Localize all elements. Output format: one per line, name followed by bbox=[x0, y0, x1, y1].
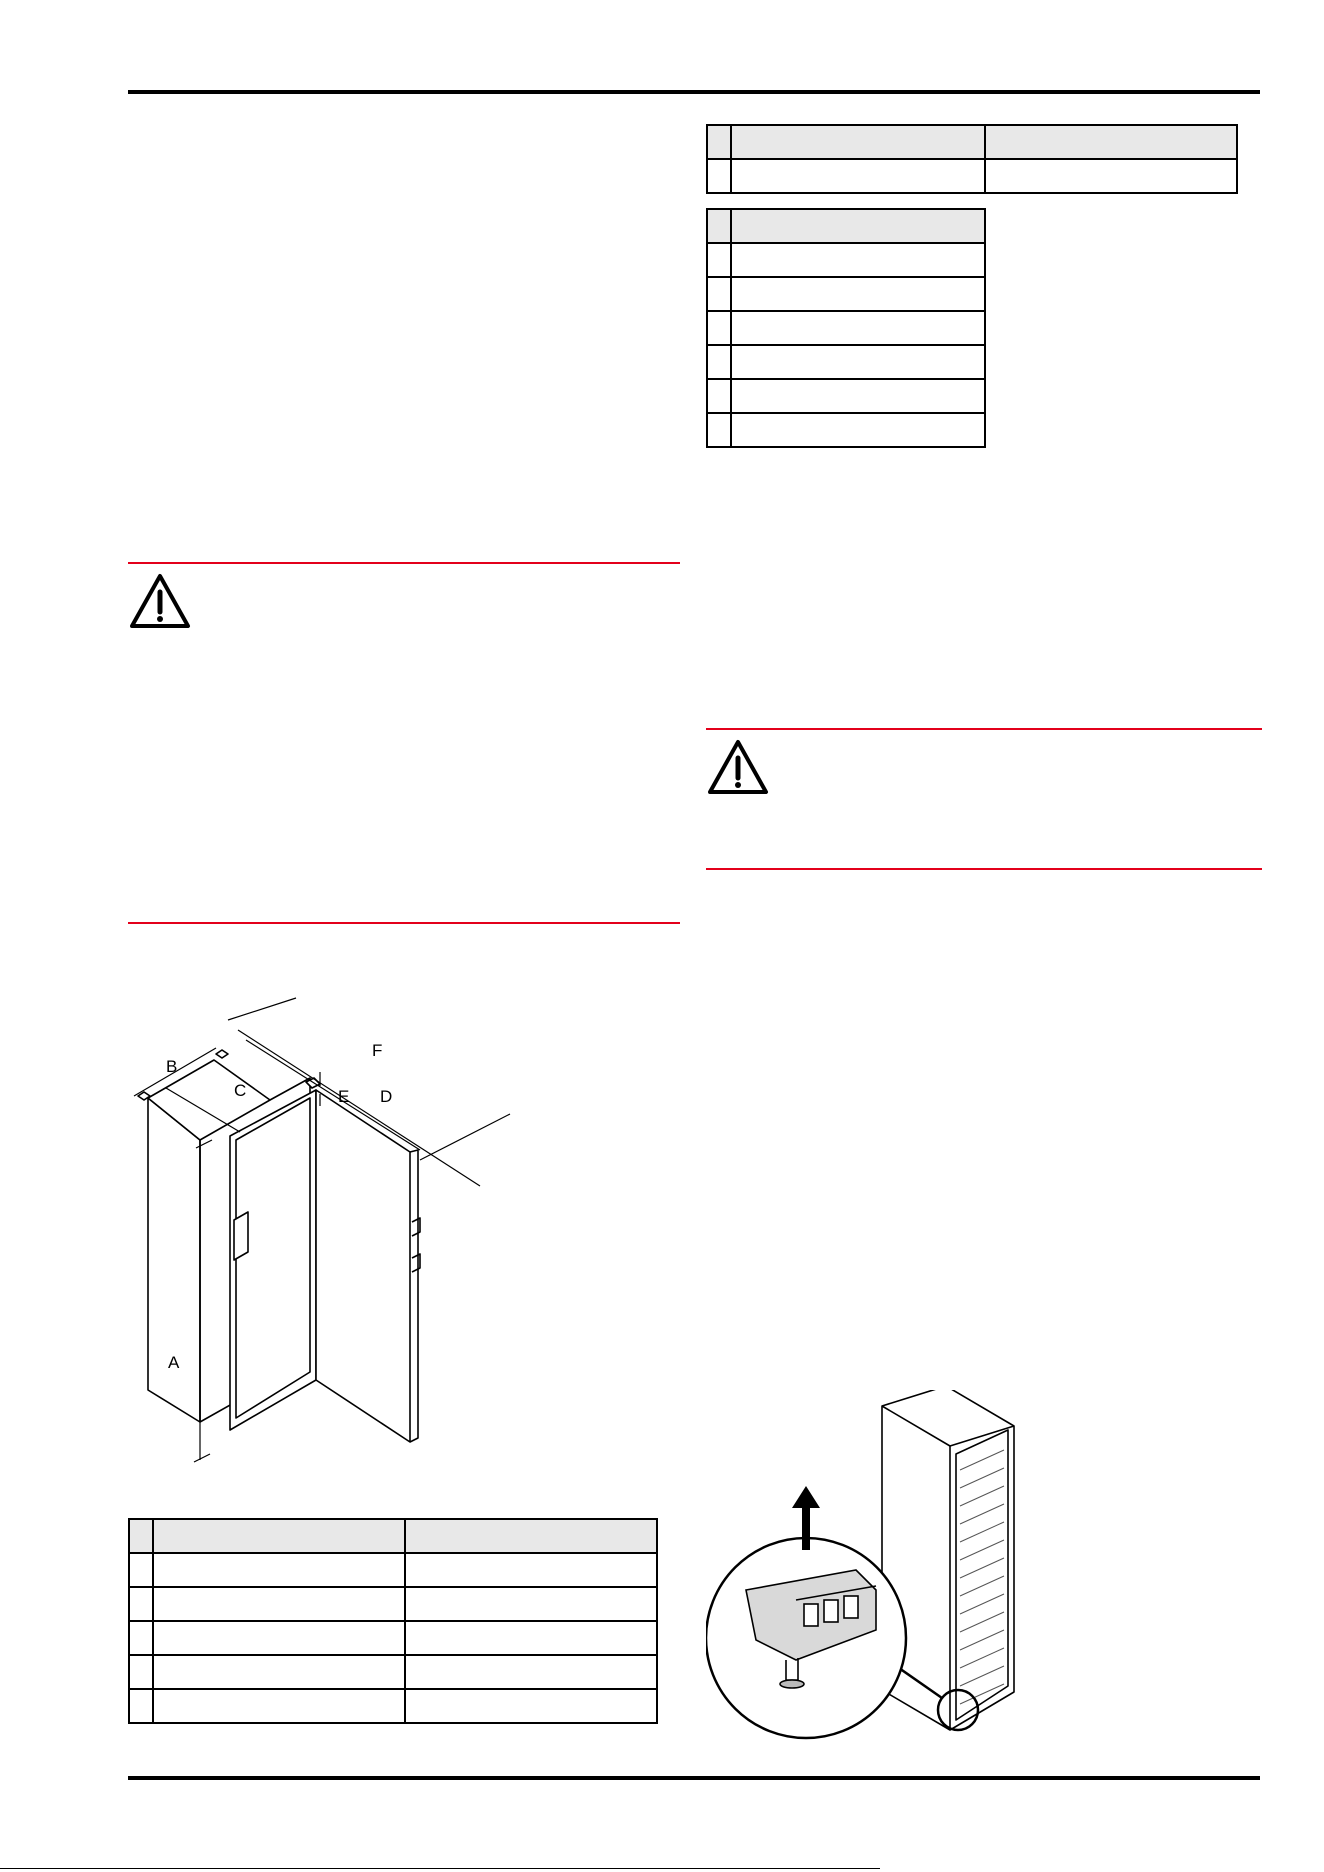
top-right-table bbox=[706, 124, 1238, 194]
dimension-label-b: B bbox=[166, 1057, 178, 1076]
warning-top-rule bbox=[706, 728, 1262, 730]
dimension-label-a: A bbox=[168, 1353, 180, 1372]
base-cover-removal-figure bbox=[706, 1390, 1036, 1740]
table-row bbox=[707, 413, 985, 447]
table-row bbox=[707, 277, 985, 311]
table-row bbox=[707, 159, 1237, 193]
dimension-label-f: F bbox=[372, 1041, 383, 1060]
table-row bbox=[129, 1621, 657, 1655]
dimension-label-c: C bbox=[234, 1081, 247, 1100]
appliance-dimensions-figure bbox=[120, 990, 560, 1480]
table-row bbox=[707, 243, 985, 277]
warning-triangle-icon bbox=[128, 572, 192, 630]
table-header-row bbox=[707, 209, 985, 243]
warning-bottom-rule bbox=[128, 922, 680, 924]
table-header-row bbox=[129, 1519, 657, 1553]
table-row bbox=[129, 1553, 657, 1587]
warning-triangle-icon bbox=[706, 738, 770, 796]
table-row bbox=[129, 1689, 657, 1723]
table-row bbox=[129, 1655, 657, 1689]
warning-top-rule bbox=[128, 562, 680, 564]
page-bottom-line bbox=[0, 1868, 880, 1869]
table-header-row bbox=[707, 125, 1237, 159]
footer-rule bbox=[128, 1776, 1260, 1780]
dimensions-table bbox=[128, 1518, 658, 1724]
dimension-label-d: D bbox=[380, 1087, 393, 1106]
table-row bbox=[707, 345, 985, 379]
table-row bbox=[707, 379, 985, 413]
table-row bbox=[707, 311, 985, 345]
header-rule bbox=[128, 90, 1260, 94]
middle-right-table bbox=[706, 208, 986, 448]
warning-bottom-rule bbox=[706, 868, 1262, 870]
table-row bbox=[129, 1587, 657, 1621]
dimension-label-e: E bbox=[338, 1087, 350, 1106]
